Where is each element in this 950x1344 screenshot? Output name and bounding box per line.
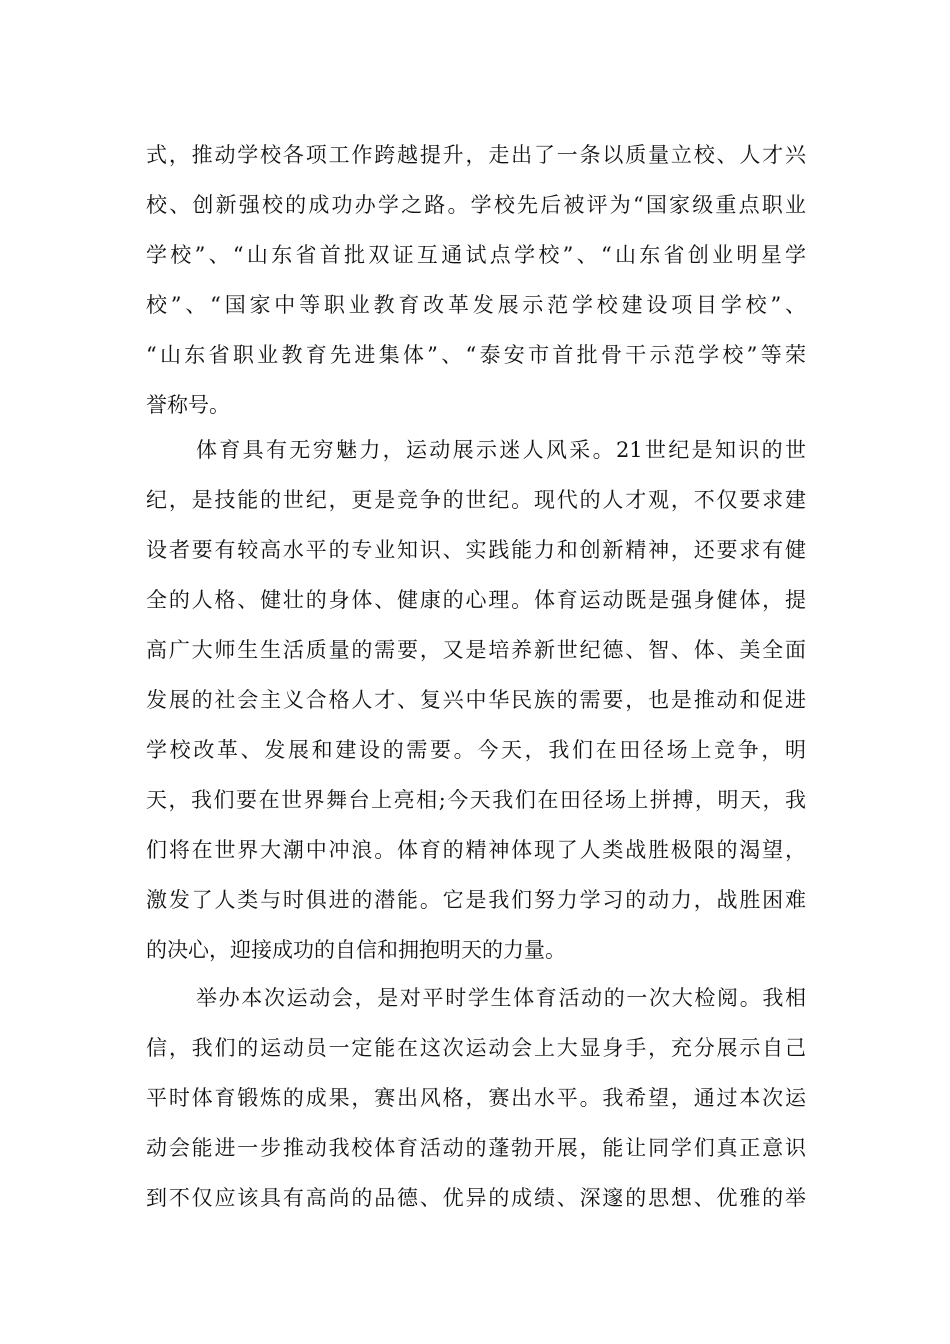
paragraph-line: 动会能进一步推动我校体育活动的蓬勃开展，能让同学们真正意识 (146, 1136, 806, 1160)
paragraph-line: 学校改革、发展和建设的需要。今天，我们在田径场上竞争，明 (146, 738, 806, 762)
paragraph-line: 校、创新强校的成功办学之路。学校先后被评为“国家级重点职业 (146, 193, 806, 217)
paragraph-line: “山东省职业教育先进集体”、“泰安市首批骨干示范学校”等荣 (146, 343, 806, 367)
paragraph-line: 天，我们要在世界舞台上亮相;今天我们在田径场上拼搏，明天，我 (146, 788, 806, 812)
paragraph-line: 校”、“国家中等职业教育改革发展示范学校建设项目学校”、 (146, 293, 806, 317)
paragraph-line: 高广大师生生活质量的需要，又是培养新世纪德、智、体、美全面 (146, 638, 806, 662)
paragraph-line: 平时体育锻炼的成果，赛出风格，赛出水平。我希望，通过本次运 (146, 1086, 806, 1110)
paragraph-line: 到不仅应该具有高尚的品德、优异的成绩、深邃的思想、优雅的举 (146, 1186, 806, 1210)
paragraph-line: 纪，是技能的世纪，更是竞争的世纪。现代的人才观，不仅要求建 (146, 488, 806, 512)
paragraph-line: 激发了人类与时俱进的潜能。它是我们努力学习的动力，战胜困难 (146, 888, 806, 912)
paragraph-line: 发展的社会主义合格人才、复兴中华民族的需要，也是推动和促进 (146, 688, 806, 712)
paragraph-1 (146, 130, 806, 430)
paragraph-line: 的决心，迎接成功的自信和拥抱明天的力量。 (146, 938, 566, 962)
paragraph-line: 举办本次运动会，是对平时学生体育活动的一次大检阅。我相 (196, 986, 806, 1010)
paragraph-line: 们将在世界大潮中冲浪。体育的精神体现了人类战胜极限的渴望， (146, 838, 806, 862)
paragraph-2 (146, 425, 806, 975)
paragraph-3 (146, 973, 806, 1223)
paragraph-line: 信，我们的运动员一定能在这次运动会上大显身手，充分展示自己 (146, 1036, 806, 1060)
paragraph-line: 式，推动学校各项工作跨越提升，走出了一条以质量立校、人才兴 (146, 143, 806, 167)
paragraph-line: 体育具有无穷魅力，运动展示迷人风采。21世纪是知识的世 (196, 438, 806, 462)
paragraph-line: 全的人格、健壮的身体、健康的心理。体育运动既是强身健体，提 (146, 588, 806, 612)
paragraph-line: 学校”、“山东省首批双证互通试点学校”、“山东省创业明星学 (146, 243, 806, 267)
paragraph-line: 设者要有较高水平的专业知识、实践能力和创新精神，还要求有健 (146, 538, 806, 562)
paragraph-line: 誉称号。 (146, 393, 230, 417)
